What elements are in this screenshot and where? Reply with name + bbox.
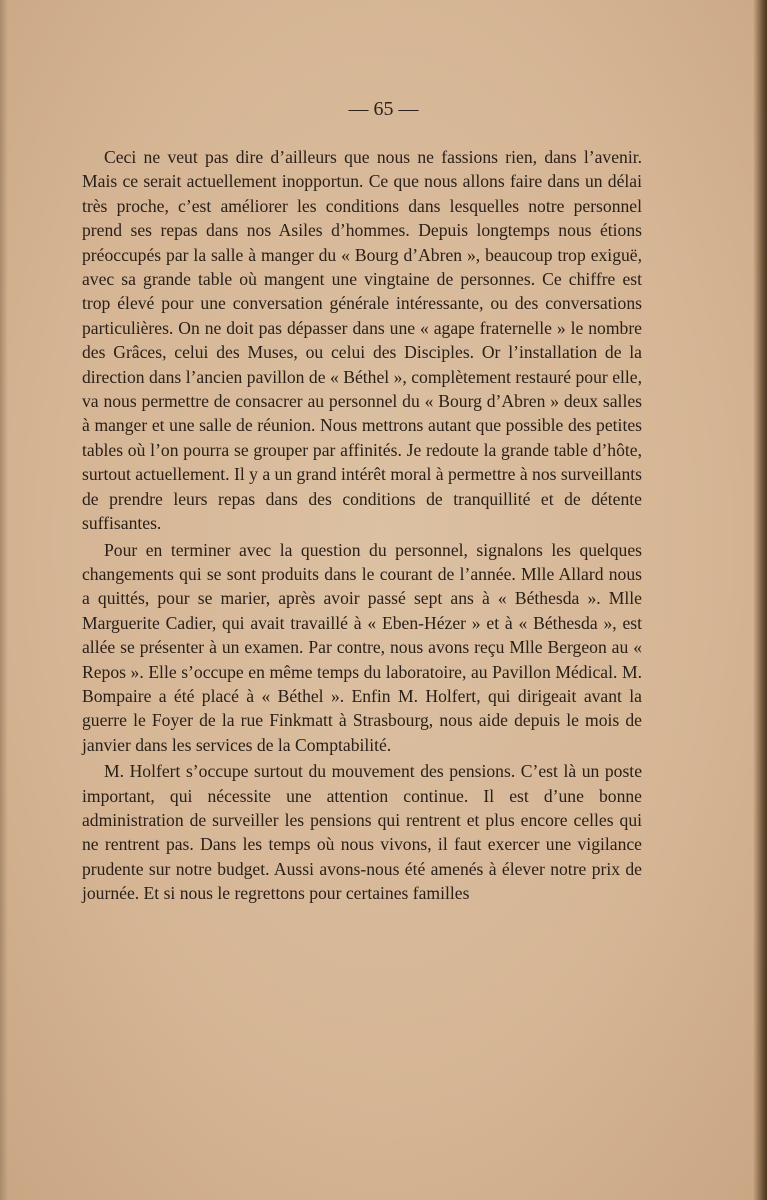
page-binding-edge (753, 0, 767, 1200)
paragraph-3: M. Holfert s’occupe surtout du mouvement des pensions. C’est là un poste important, qui nécessite une attention continue. Il est d’une bonne administration de surveiller les pensions qui rentrent et plus encore celles qui ne rentrent pas. Dans les temps où nous vivons, il faut exercer une vigilance prudente sur notre budget. Aussi avons-nous été amenés à élever notre prix de journée. Et si nous le regrettons pour certaines familles (82, 761, 642, 904)
page-left-edge (0, 0, 8, 1200)
body-text (82, 145, 642, 908)
paragraph-2: Pour en terminer avec la question du personnel, signalons les quelques changements qui se sont produits dans le courant de l’année. Mlle Allard nous a quittés, pour se marier, après avoir passé sept ans à « Béthesda ». Mlle Marguerite Cadier, qui avait travaillé à « Eben-Hézer » et à « Béthesda », est allée se présenter à un examen. Par contre, nous avons reçu Mlle Bergeon au « Repos ». Elle s’occupe en même temps du laboratoire, au Pavillon Médical. M. Bompaire a été placé à « Béthel ». Enfin M. Holfert, qui dirigeait avant la guerre le Foyer de la rue Finkmatt à Strasbourg, nous aide depuis le mois de janvier dans les services de la Comptabilité. (82, 539, 642, 755)
paragraph-1: Ceci ne veut pas dire d’ailleurs que nous ne fassions rien, dans l’avenir. Mais ce serait actuellement inopportun. Ce que nous allons faire dans un délai très proche, c’est améliorer les conditions dans lesquelles notre personnel prend ses repas dans nos Asiles d’hommes. Depuis longtemps nous étions préoccupés par la salle à manger du « Bourg d’Abren », beaucoup trop exiguë, avec sa grande table où mangent une vingtaine de personnes. Ce chiffre est trop élevé pour une conversation générale intéressante, ou des conversations particulières. On ne doit pas dépasser dans une « agape fraternelle » le nombre des Grâces, celui des Muses, ou celui des Disciples. Or l’installation de la direction dans l’ancien pavillon de « Béthel », complètement restauré pour elle, va nous permettre de consacrer au personnel du « Bourg d’Abren » deux salles à manger et une salle de réunion. Nous mettrons autant que possible des petites tables où l’on pourra se grouper par affinités. Je redoute la grande table d’hôte, surtout actuellement. Il y a un grand intérêt moral à permettre à nos surveillants de prendre leurs repas dans des conditions de tranquillité et de détente suffisantes. (82, 147, 642, 534)
page-number: — 65 — (348, 98, 419, 120)
